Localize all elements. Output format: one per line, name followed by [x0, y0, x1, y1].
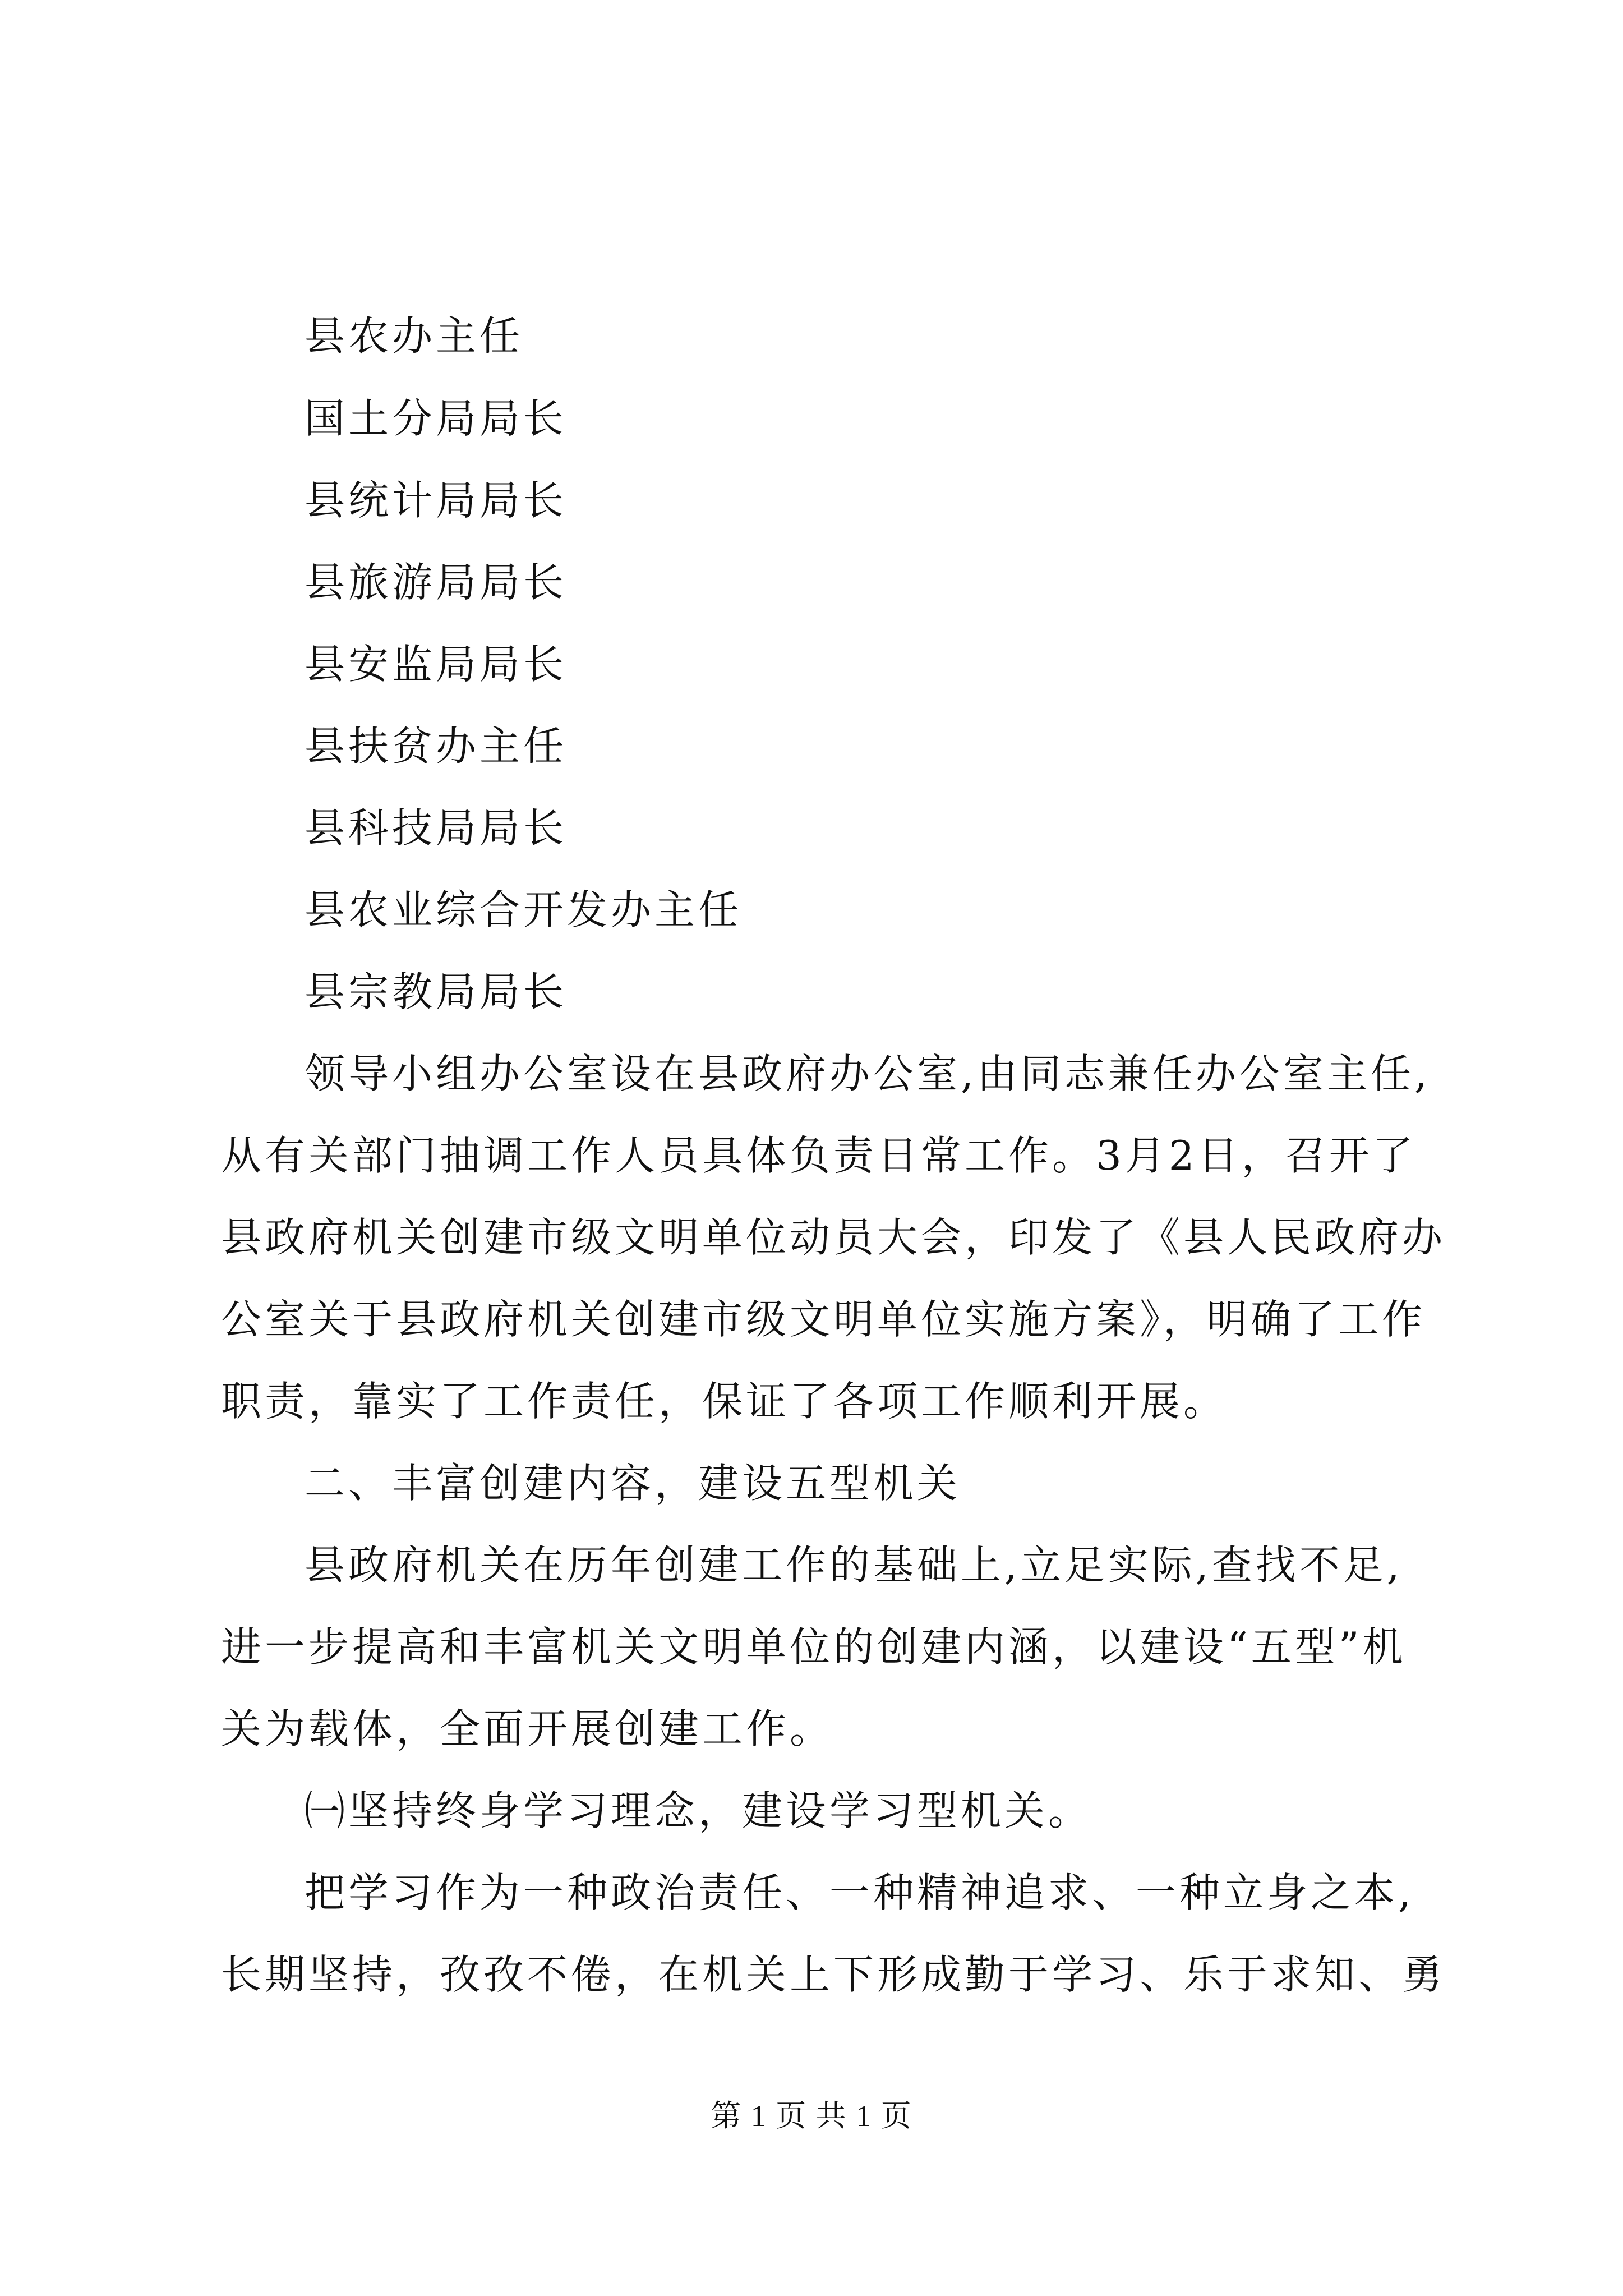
section-heading: 二、丰富创建内容，建设五型机关: [305, 1460, 961, 1507]
paragraph-line: 从有关部门抽调工作人员具体负责日常工作。3月2日，召开了: [221, 1132, 1417, 1179]
subsection-heading: ㈠坚持终身学习理念，建设学习型机关。: [305, 1787, 1092, 1834]
paragraph-line: 关为载体，全面开展创建工作。: [221, 1705, 834, 1752]
paragraph-line: 进一步提高和丰富机关文明单位的创建内涵，以建设“五型”机: [221, 1623, 1407, 1671]
list-item: 县旅游局局长: [305, 559, 568, 606]
paragraph-line: 县政府机关创建市级文明单位动员大会，印发了《县人民政府办: [221, 1214, 1446, 1261]
list-item: 县科技局局长: [305, 804, 568, 852]
paragraph-line: 县政府机关在历年创建工作的基础上,立足实际,查找不足,: [305, 1542, 1403, 1589]
list-item: 国土分局局长: [305, 395, 568, 442]
paragraph-line: 领导小组办公室设在县政府办公室,由同志兼任办公室主任,: [305, 1050, 1431, 1097]
page-footer: 第 1 页 共 1 页: [711, 2099, 912, 2133]
list-item: 县农业综合开发办主任: [305, 886, 743, 933]
paragraph-line: 公室关于县政府机关创建市级文明单位实施方案》，明确了工作: [221, 1296, 1426, 1343]
paragraph-line: 长期坚持，孜孜不倦，在机关上下形成勤于学习、乐于求知、勇: [221, 1951, 1446, 1998]
list-item: 县统计局局长: [305, 477, 568, 524]
list-item: 县安监局局长: [305, 641, 568, 688]
paragraph-line: 职责，靠实了工作责任，保证了各项工作顺利开展。: [221, 1378, 1228, 1425]
list-item: 县农办主任: [305, 312, 524, 360]
list-item: 县扶贫办主任: [305, 723, 568, 770]
paragraph-line: 把学习作为一种政治责任、一种精神追求、一种立身之本,: [305, 1869, 1414, 1916]
list-item: 县宗教局局长: [305, 968, 568, 1015]
